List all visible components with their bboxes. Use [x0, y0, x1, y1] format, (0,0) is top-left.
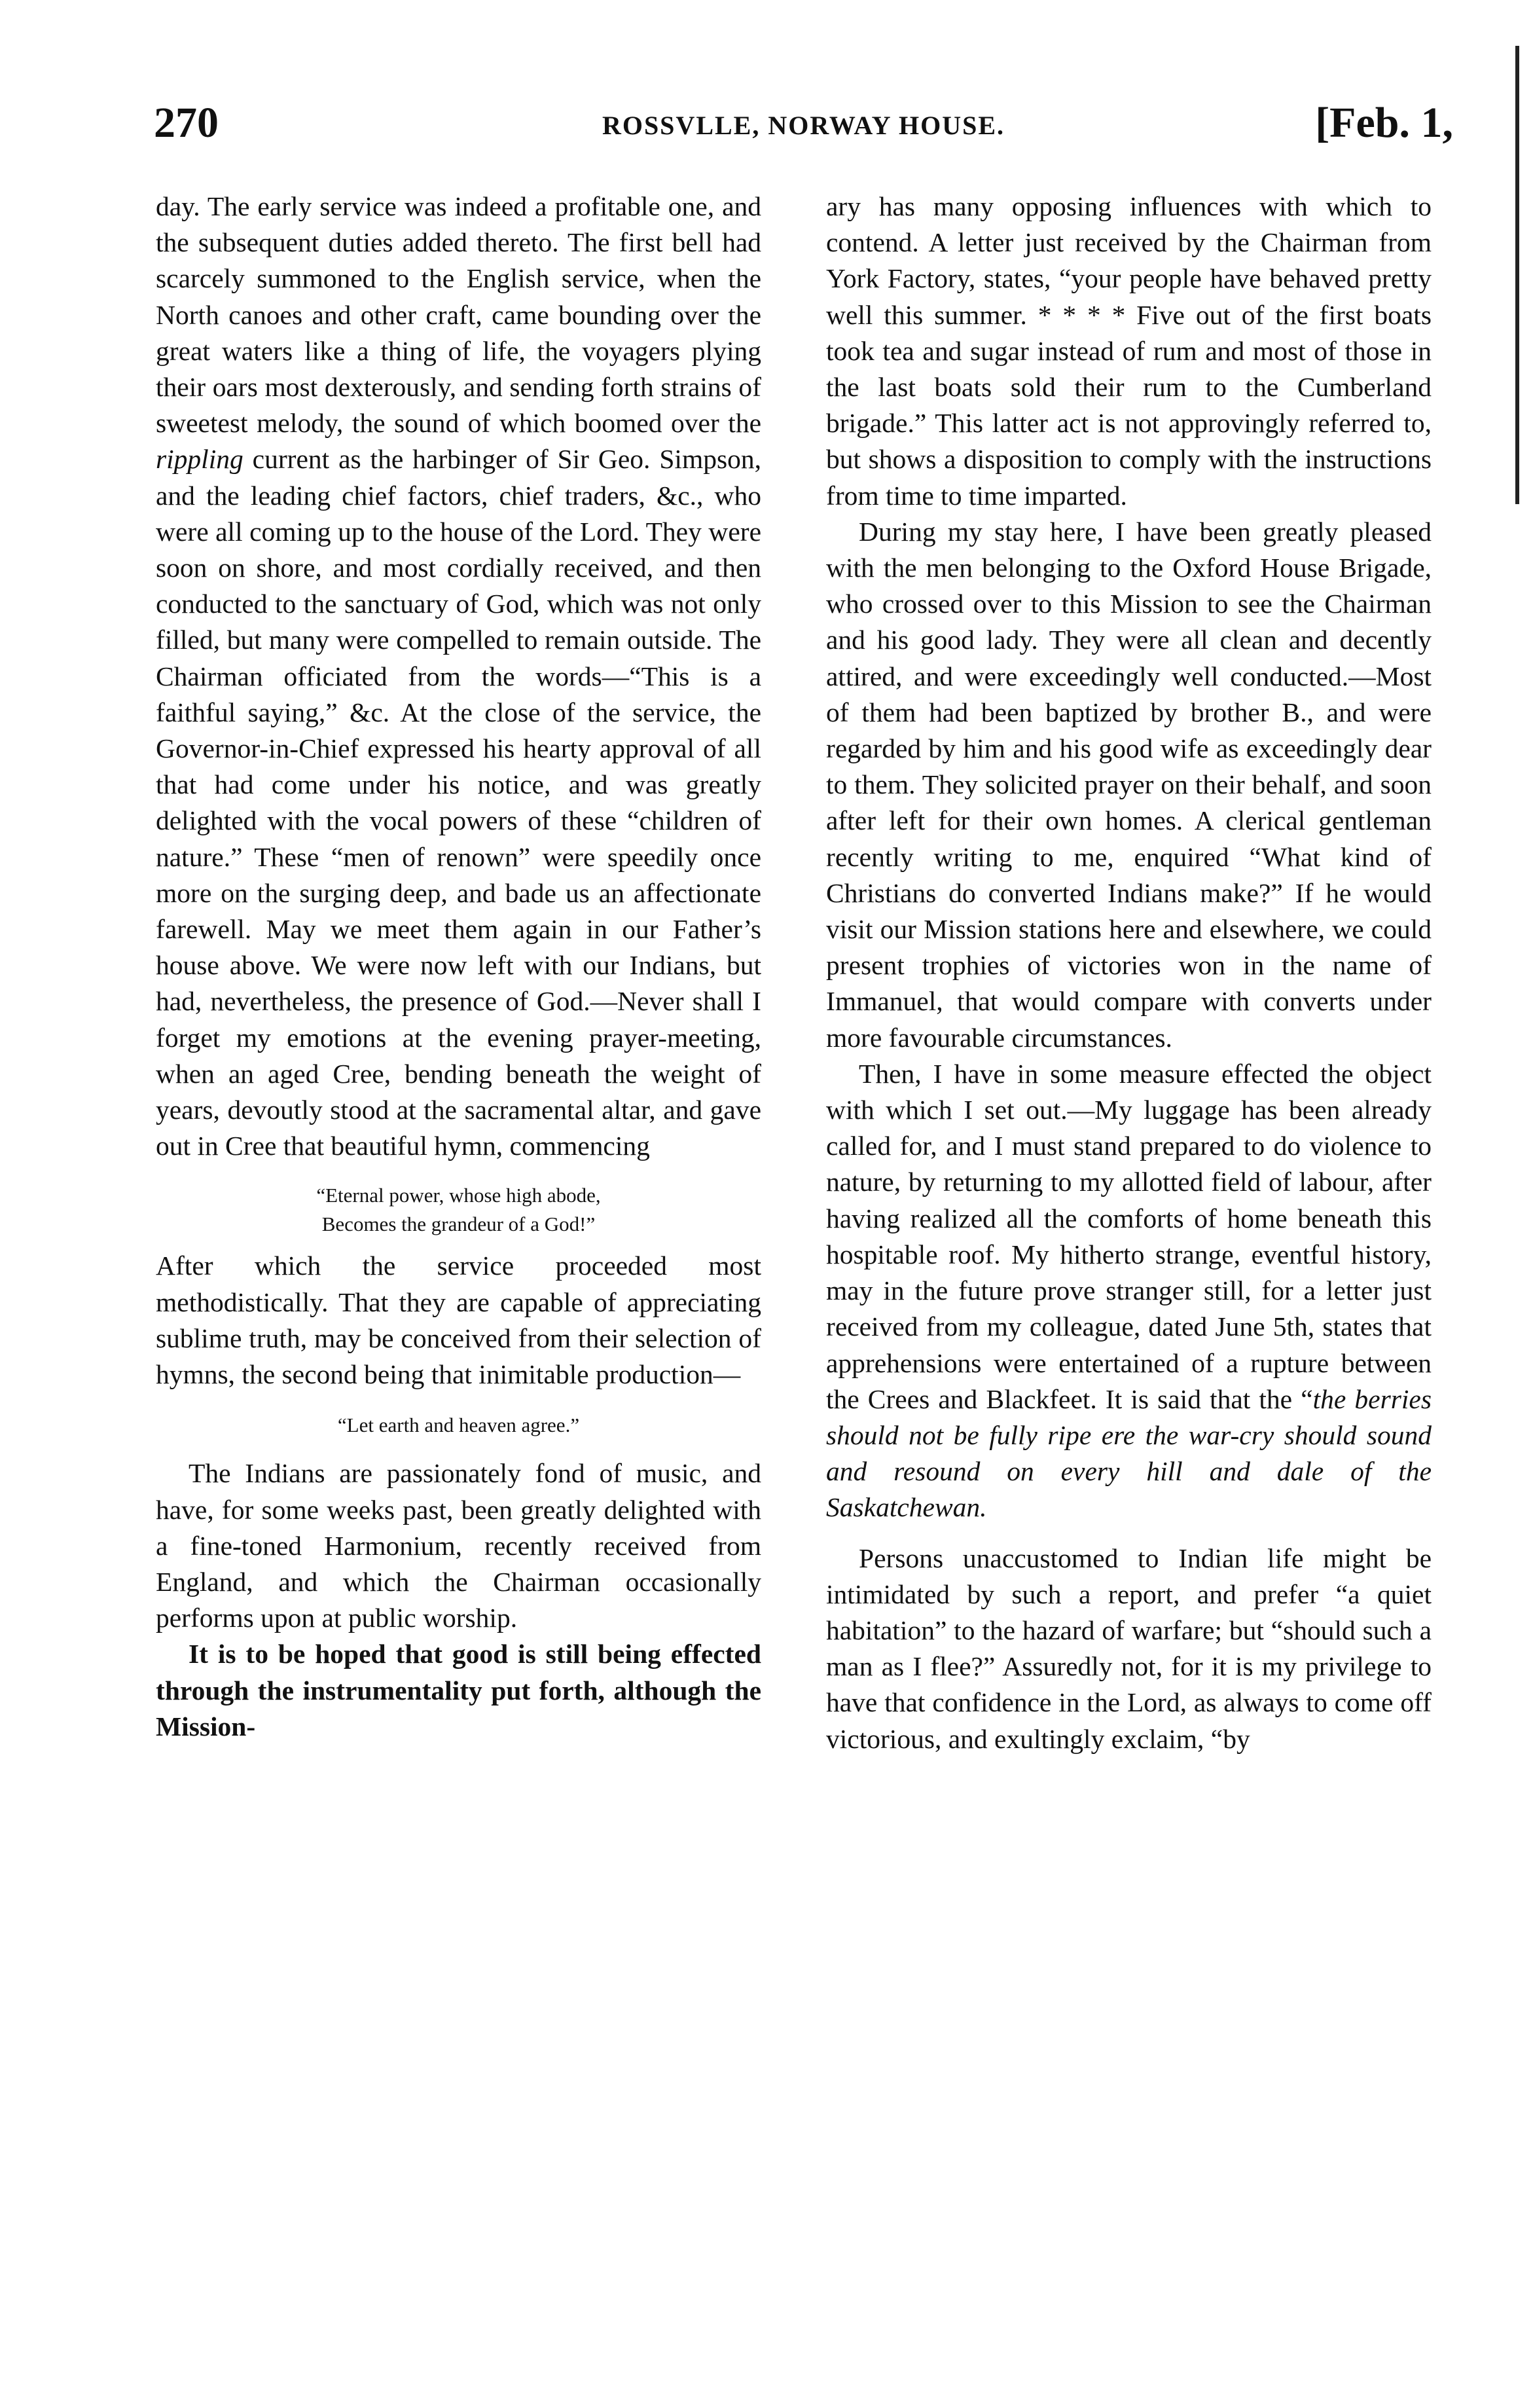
paragraph: It is to be hoped that good is still being effected through the instrumentality put forth, although the Mission- — [156, 1639, 761, 1742]
paragraph: After which the service proceeded most methodistically. That they are capable of appreciating sublime truth, may be conceived from their selection of hymns, the second being that inimitable production— — [156, 1250, 761, 1390]
margin-rule — [1515, 46, 1519, 504]
paragraph-text: Then, I have in some measure effected the object with which I set out.—My luggage has been already called for, and I must stand prepared to do violence to nature, by returning to my allotted field of labour, after having realized all the comforts of home beneath this hospitable roof. My hitherto strange, eventful history, may in the future prove stranger still, for a letter just received from my colleague, dated June 5th, states that apprehensions were entertained of a rupture between the Crees and Blackfeet. It is said that the “ — [826, 1058, 1432, 1414]
running-title: ROSSVLLE, NORWAY HOUSE. — [602, 111, 1005, 140]
paragraph: During my stay here, I have been greatly pleased with the men belonging to the Oxford House Brigade, who crossed over to this Mission to see the Chairman and his good lady. They were all clean and decently attired, and were exceedingly well conducted.—Most of them had been baptized by brother B., and were regarded by him and his good wife as exceedingly dear to them. They solicited prayer on their behalf, and soon after left for their own homes. A clerical gentleman recently writing to me, enquired “What kind of Christians do converted Indians make?” If he would visit our Mission stations here and elsewhere, we could present trophies of victories won in the name of Immanuel, that would compare with converts under more favourable circumstances. — [826, 516, 1432, 1053]
paragraph-text: current as the harbinger of Sir Geo. Simpson, and the leading chief factors, chief traders, &c., who were all coming up to the house of the Lord. They were soon on shore, and most cordially received, and then conducted to the sanctuary of God, which was not only filled, but many were compelled to remain outside. The Chairman officiated from the words—“This is a faithful saying,” &c. At the close of the service, the Governor-in-Chief expressed his hearty approval of all that had come under his notice, and was greatly delighted with the vocal powers of these “children of nature.” These “men of renown” were speedily once more on the surging deep, and bade us an affectionate farewell. May we meet them again in our Father’s house above. We were now left with our Indians, but had, nevertheless, the presence of God.—Never shall I forget my emotions at the evening prayer-meeting, when an aged Cree, bending beneath the weight of years, devoutly stood at the sacramental altar, and gave out in Cree that beautiful hymn, commencing — [156, 444, 761, 1161]
paragraph-italic: the berries should not be fully ripe ere the war-cry should sound and resound on every hill and dale of the Saskatchewan. — [826, 1383, 1432, 1523]
hymn-line: “Eternal power, whose high abode, — [316, 1184, 601, 1207]
paragraph — [156, 189, 761, 1164]
paragraph-italic: rippling — [156, 444, 243, 475]
issue-date: [Feb. 1, — [1315, 99, 1453, 147]
page-number: 270 — [154, 99, 219, 147]
left-column — [156, 189, 761, 1745]
hymn-line: Becomes the grandeur of a God!” — [321, 1213, 596, 1236]
hymn-quote: “Let earth and heaven agree.” — [337, 1414, 580, 1437]
hymn-quote — [156, 1181, 761, 1239]
paragraph: Persons unaccustomed to Indian life might be intimidated by such a report, and prefer “a quiet habitation” to the hazard of warfare; but “should such a man as I flee?” Assuredly not, for it is my privilege to have that confidence in the Lord, as always to come off victorious, and exultingly exclaim, “by — [826, 1542, 1432, 1754]
paragraph-text: day. The early service was indeed a profitable one, and the subsequent duties added thereto. The first bell had scarcely summoned to the English service, when the North canoes and other craft, came bounding over the great waters like a thing of life, the voyagers plying their oars most dexterously, and sending forth strains of sweetest melody, the sound of which boomed over the — [156, 191, 761, 439]
paragraph: ary has many opposing influences with which to contend. A letter just received by the Chairman from York Factory, states, “your people have behaved pretty well this summer. * * * * Five out of the first boats took tea and sugar instead of rum and most of those in the last boats sold their rum to the Cumberland brigade.” This latter act is not approvingly referred to, but shows a disposition to comply with the instructions from time to time imparted. — [826, 191, 1432, 511]
paragraph — [826, 1056, 1432, 1526]
right-column — [826, 189, 1432, 1757]
page-header — [154, 98, 1453, 170]
paragraph: The Indians are passionately fond of music, and have, for some weeks past, been greatly delighted with a fine-toned Harmonium, recently received from England, and which the Chairman occasionally performs upon at public worship. — [156, 1458, 761, 1633]
